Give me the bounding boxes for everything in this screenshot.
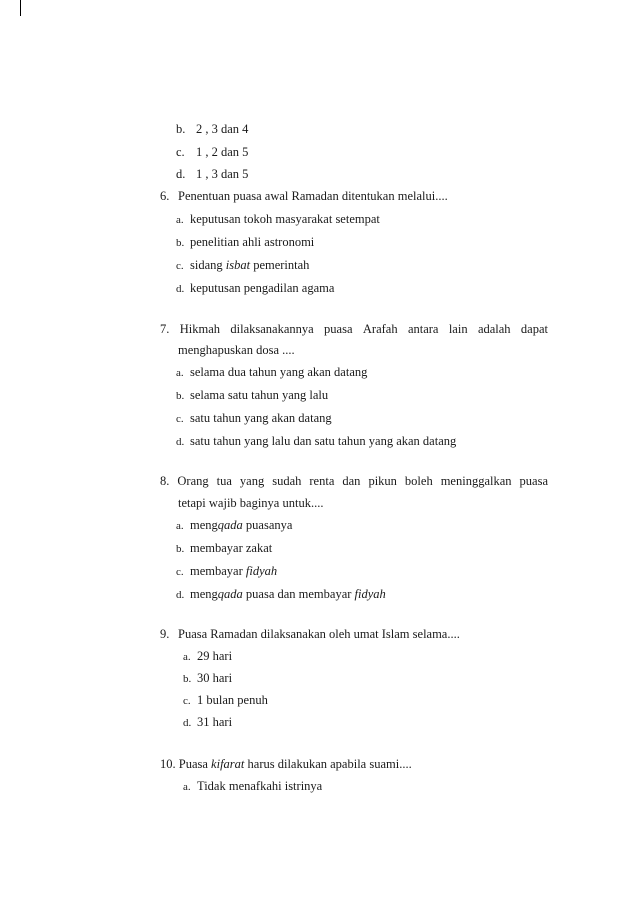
crop-mark [20,0,21,16]
q9-option-c: c. 1 bulan penuh [183,693,268,707]
q8-option-b: b. membayar zakat [176,541,273,555]
q10-option-a: a. Tidak menafkahi istrinya [183,779,323,793]
q6-option-b: b. penelitian ahli astronomi [176,235,315,249]
q6-option-a: a. keputusan tokoh masyarakat setempat [176,212,380,226]
q7-option-a: a. selama dua tahun yang akan datang [176,365,368,379]
q8-option-d: d. mengqada puasa dan membayar fidyah [176,587,386,601]
q7-option-d: d. satu tahun yang lalu dan satu tahun yang akan datang [176,434,457,448]
q8-question-cont: tetapi wajib baginya untuk.... [178,496,324,510]
q9-question: 9. Puasa Ramadan dilaksanakan oleh umat Islam selama.... [160,627,460,641]
q7-question-cont: menghapuskan dosa .... [178,343,295,357]
q7-question: 7. Hikmah dilaksanakannya puasa Arafah antara lain adalah dapat [160,322,548,336]
q9-option-b: b. 30 hari [183,671,233,685]
q8-option-a: a. mengqada puasanya [176,518,293,532]
q8-option-c: c. membayar fidyah [176,564,278,578]
q8-question: 8. Orang tua yang sudah renta dan pikun boleh meninggalkan puasa [160,474,548,488]
q10-question: 10. Puasa kifarat harus dilakukan apabila suami.... [160,757,412,771]
q9-option-d: d. 31 hari [183,715,233,729]
q7-option-c: c. satu tahun yang akan datang [176,411,332,425]
q5-option-d: d. 1 , 3 dan 5 [176,167,249,181]
q6-option-c: c. sidang isbat pemerintah [176,258,310,272]
q5-option-b: b. 2 , 3 dan 4 [176,122,249,136]
q6-question: 6. Penentuan puasa awal Ramadan ditentukan melalui.... [160,189,448,203]
q6-option-d: d. keputusan pengadilan agama [176,281,335,295]
q5-option-c: c. 1 , 2 dan 5 [176,145,249,159]
q9-option-a: a. 29 hari [183,649,233,663]
q7-option-b: b. selama satu tahun yang lalu [176,388,329,402]
